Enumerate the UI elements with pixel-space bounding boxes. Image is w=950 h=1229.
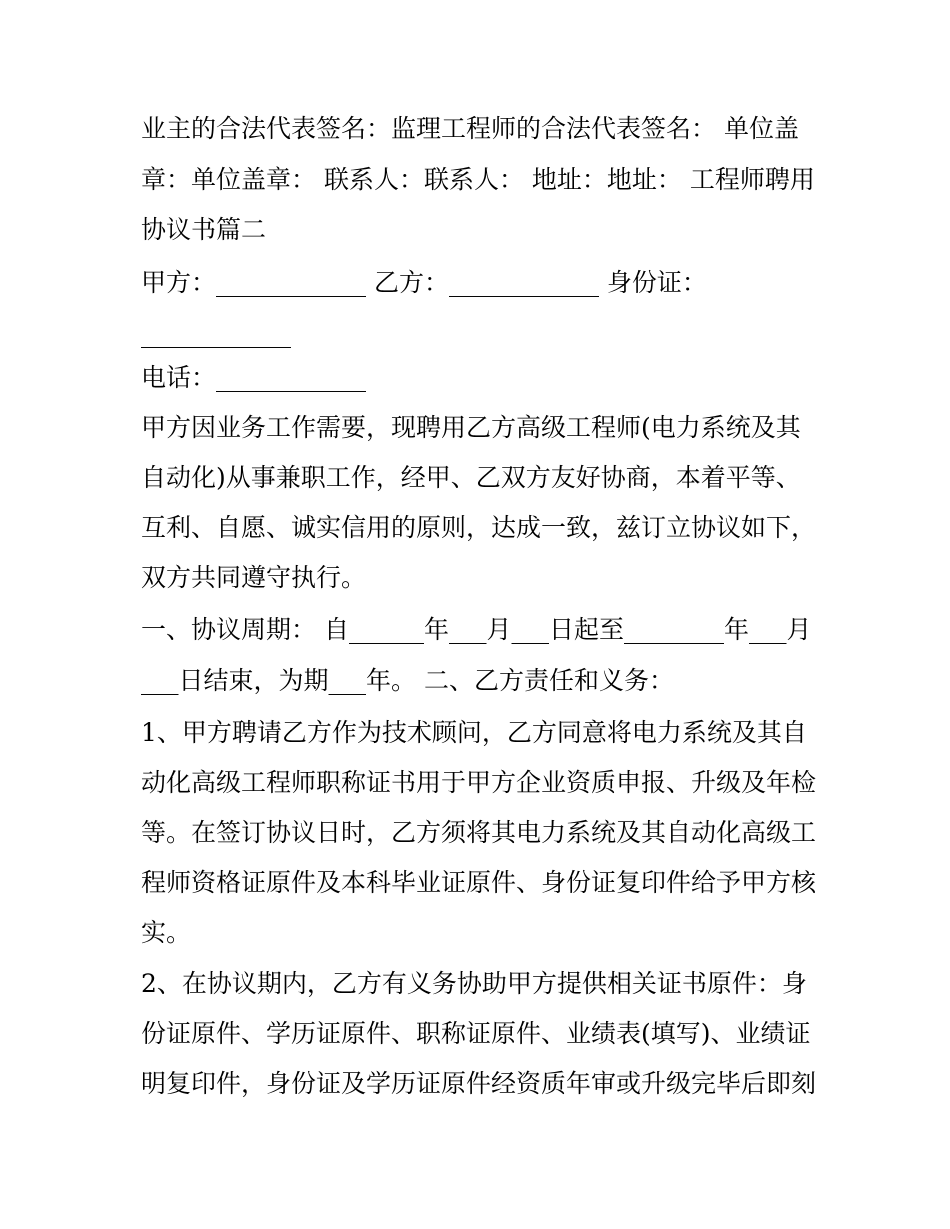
text-line: 电话：____________ xyxy=(141,363,367,392)
text-line: 互利、自愿、诚实信用的原则，达成一致，兹订立协议如下， xyxy=(141,513,817,542)
text-line: 章：单位盖章： 联系人：联系人： 地址：地址： 工程师聘用 xyxy=(141,165,815,194)
text-line: 自动化)从事兼职工作，经甲、乙双方友好协商，本着平等、 xyxy=(141,463,801,492)
text-line: 甲方因业务工作需要，现聘用乙方高级工程师(电力系统及其 xyxy=(141,413,801,442)
text-line: ___日结束，为期___年。 二、乙方责任和义务： xyxy=(141,666,674,695)
text-line: 1、甲方聘请乙方作为技术顾问，乙方同意将电力系统及其自 xyxy=(141,718,807,747)
text-line: 协议书篇二 xyxy=(141,215,267,244)
text-line: 等。在签订协议日时，乙方须将其电力系统及其自动化高级工 xyxy=(141,818,817,847)
text-line: 2、在协议期内，乙方有义务协助甲方提供相关证书原件：身 xyxy=(141,969,807,998)
text-line: 双方共同遵守执行。 xyxy=(141,563,367,592)
text-line: 甲方：____________ 乙方：____________ 身份证： xyxy=(141,268,707,297)
text-line: 一、协议周期： 自______年___月___日起至________年___月 xyxy=(141,615,812,644)
text-line: 明复印件，身份证及学历证原件经资质年审或升级完毕后即刻 xyxy=(141,1069,817,1098)
text-line: 动化高级工程师职称证书用于甲方企业资质申报、升级及年检 xyxy=(141,768,817,797)
text-line: 业主的合法代表签名：监理工程师的合法代表签名： 单位盖 xyxy=(141,114,799,143)
text-line: ____________ xyxy=(141,319,291,348)
text-line: 实。 xyxy=(141,918,192,947)
text-line: 程师资格证原件及本科毕业证原件、身份证复印件给予甲方核 xyxy=(141,868,817,897)
text-line: 份证原件、学历证原件、职称证原件、业绩表(填写)、业绩证 xyxy=(141,1019,811,1048)
